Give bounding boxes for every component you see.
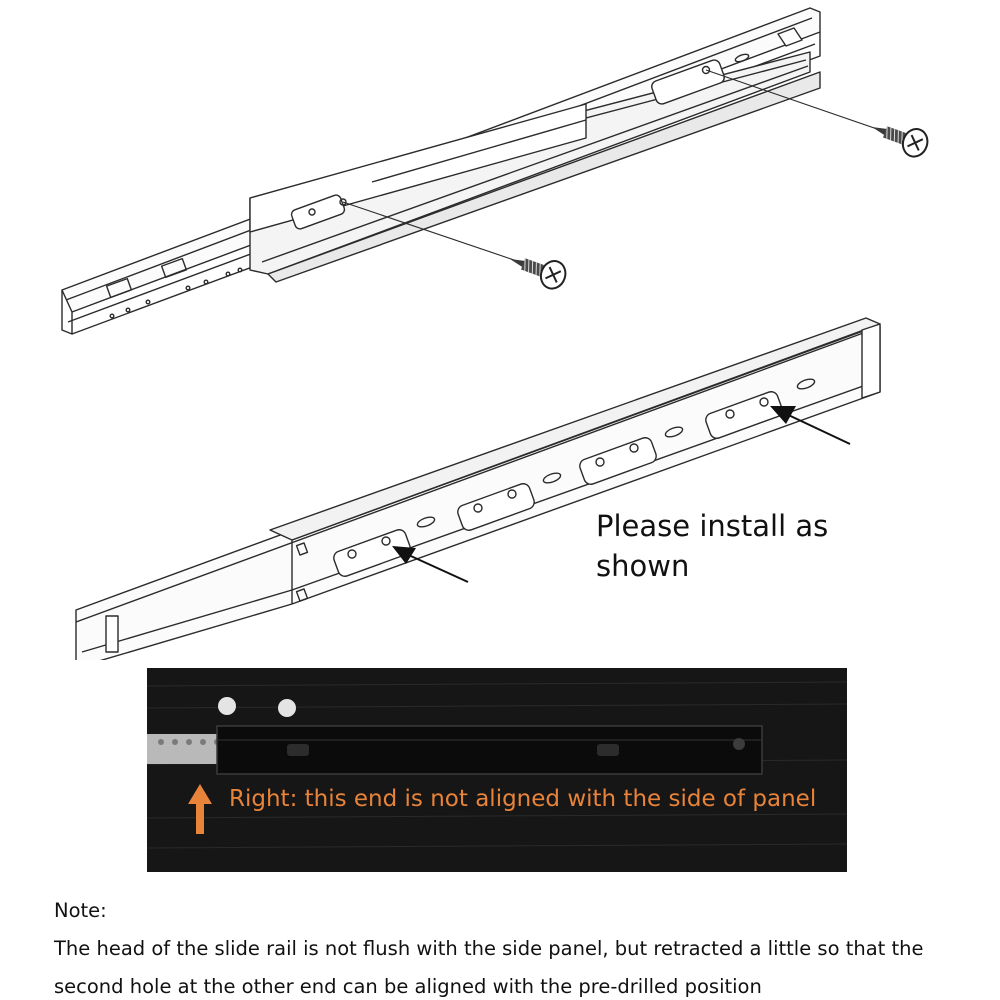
instruction-line-2: shown (596, 549, 690, 583)
arrow-icon (188, 784, 212, 834)
top-rail-drawing (62, 8, 880, 334)
screw-icon (867, 114, 931, 160)
install-instruction (596, 506, 896, 586)
note-section (54, 892, 974, 1000)
screw-icon (505, 246, 569, 292)
instruction-line-1: Please install as (596, 509, 829, 543)
photo-scene (147, 668, 847, 872)
installation-photo (147, 668, 847, 872)
note-line-1: The head of the slide rail is not flush with the side panel, but retracted a little so that the (54, 937, 924, 960)
note-heading: Note: (54, 899, 107, 922)
middle-rail-drawing (76, 318, 880, 660)
note-line-2: second hole at the other end can be aligned with the pre-drilled position (54, 975, 762, 998)
photo-caption: Right: this end is not aligned with the side of panel (229, 786, 817, 812)
